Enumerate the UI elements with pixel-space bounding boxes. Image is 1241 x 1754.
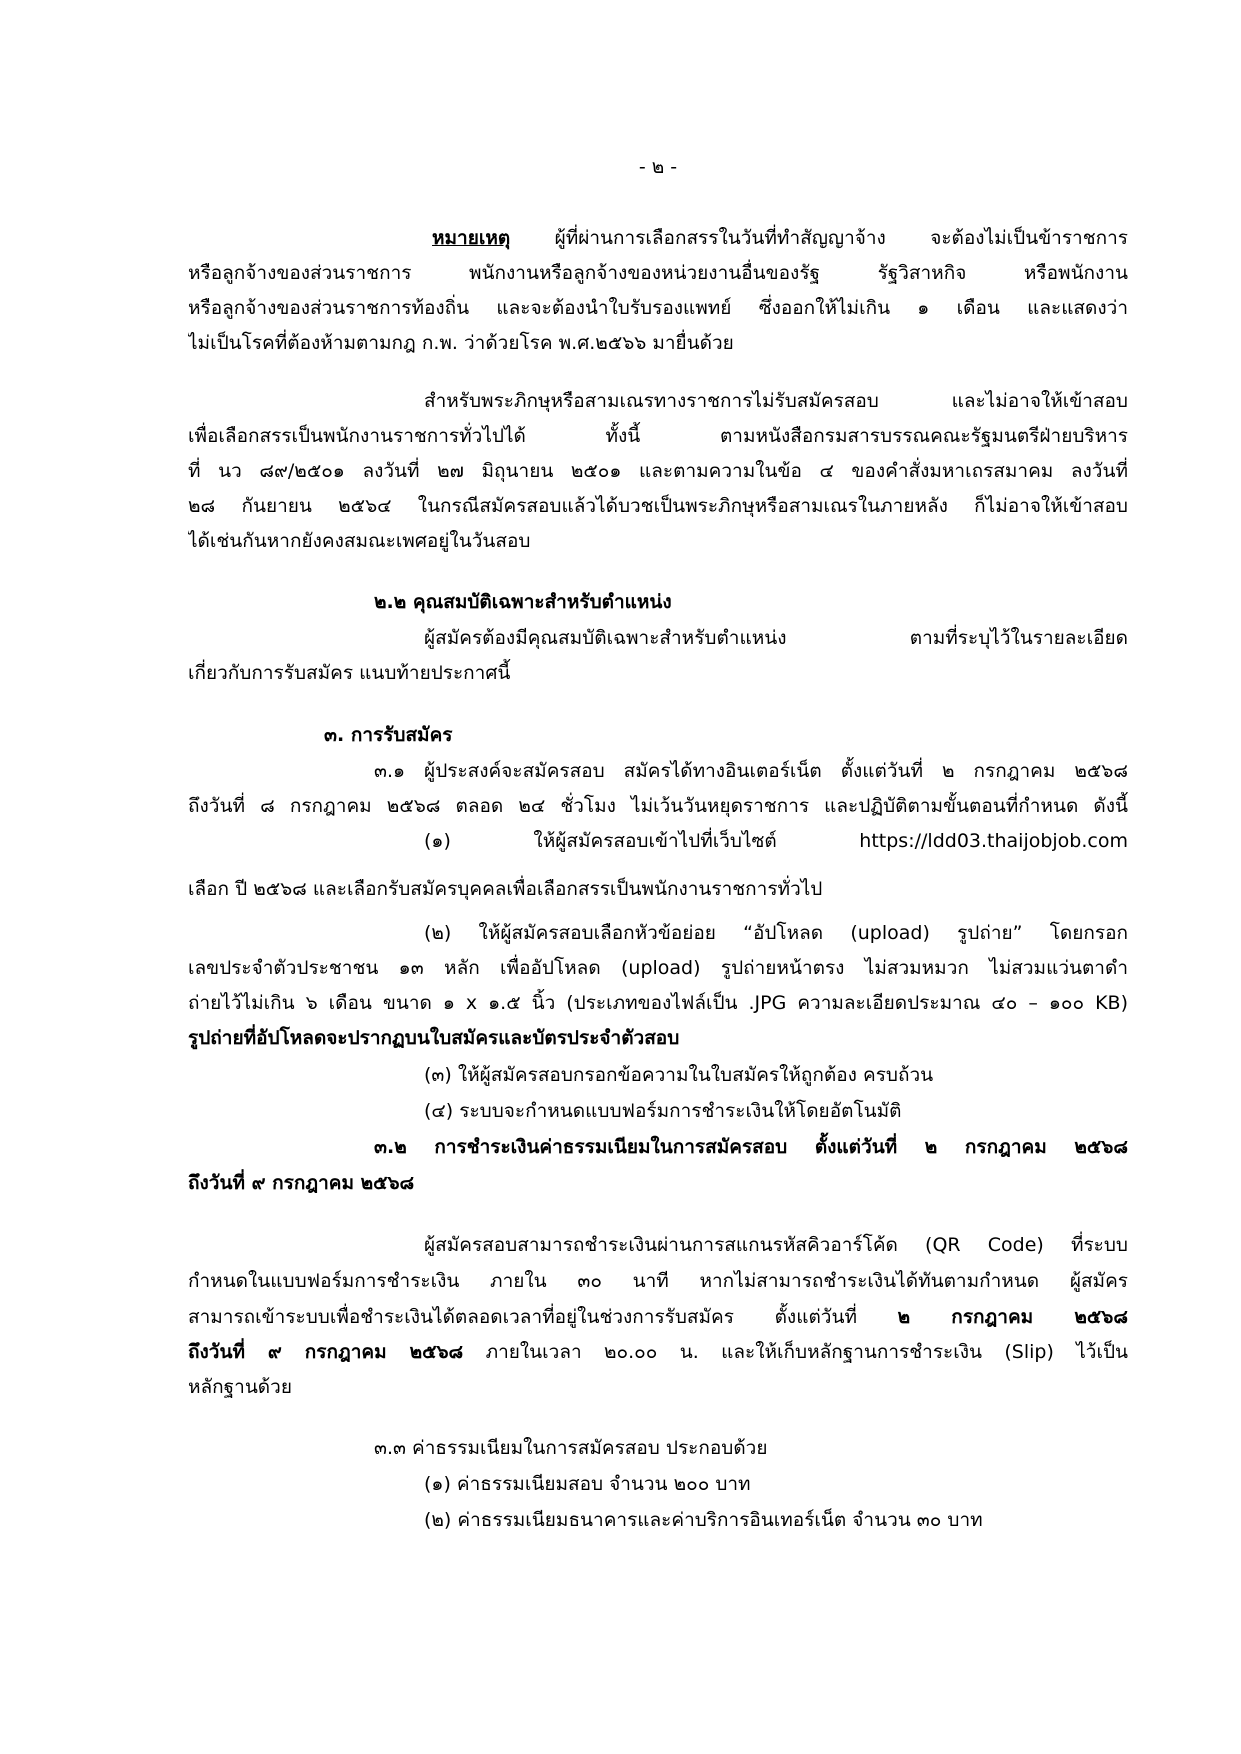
section-2-2-line-1: ผู้สมัครต้องมีคุณสมบัติเฉพาะสำหรับตำแหน่ง ตามที่ระบุไว้ในรายละเอียด [424,627,1128,649]
note-text: ผู้ที่ผ่านการเลือกสรรในวันที่ทำสัญญาจ้าง จะต้องไม่เป็นข้าราชการ [510,227,1128,249]
section-3-2-line-3-text: สามารถเข้าระบบเพื่อชำระเงินได้ตลอดเวลาที่อยู่ในช่วงการรับสมัคร ตั้งแต่วันที่ [188,1306,898,1328]
monk-line-3: ที่ นว ๘๙/๒๕๐๑ ลงวันที่ ๒๗ มิถุนายน ๒๕๐๑ และตามความในข้อ ๔ ของคำสั่งมหาเถรสมาคม ลงวันที่ [188,460,1128,482]
section-3-2-line-5: หลักฐานด้วย [188,1376,292,1398]
section-3-1-line-1: ๓.๑ ผู้ประสงค์จะสมัครสอบ สมัครได้ทางอินเตอร์เน็ต ตั้งแต่วันที่ ๒ กรกฎาคม ๒๕๖๘ [374,760,1128,782]
section-3-2-heading-line-1: ๓.๒ การชำระเงินค่าธรรมเนียมในการสมัครสอบ ตั้งแต่วันที่ ๒ กรกฎาคม ๒๕๖๘ [374,1136,1128,1158]
section-2-2-heading: ๒.๒ คุณสมบัติเฉพาะสำหรับตำแหน่ง [374,591,672,613]
note-line-2: หรือลูกจ้างของส่วนราชการ พนักงานหรือลูกจ้างของหน่วยงานอื่นของรัฐ รัฐวิสาหกิจ หรือพนักงาน [188,262,1128,284]
note-line-4: ไม่เป็นโรคที่ต้องห้ามตามกฎ ก.พ. ว่าด้วยโรค พ.ศ.๒๕๖๖ มายื่นด้วย [188,332,734,354]
section-3-1-line-2: ถึงวันที่ ๘ กรกฎาคม ๒๕๖๘ ตลอด ๒๔ ชั่วโมง ไม่เว้นวันหยุดราชการ และปฏิบัติตามขั้นตอนที่กำหนด ดังนี้ [188,795,1128,817]
section-3-1-item-4: (๔) ระบบจะกำหนดแบบฟอร์มการชำระเงินให้โดยอัตโนมัติ [424,1100,902,1122]
note-label: หมายเหตุ [432,227,511,249]
section-3-1-item-2-line-4: รูปถ่ายที่อัปโหลดจะปรากฏบนใบสมัครและบัตรประจำตัวสอบ [188,1027,680,1049]
section-3-1-item-1-line-2: เลือก ปี ๒๕๖๘ และเลือกรับสมัครบุคคลเพื่อเลือกสรรเป็นพนักงานราชการทั่วไป [188,878,823,900]
section-3-2-line-4 [188,1335,1128,1369]
section-3-1-item-2-line-2: เลขประจำตัวประชาชน ๑๓ หลัก เพื่ออัปโหลด (upload) รูปถ่ายหน้าตรง ไม่สวมหมวก ไม่สวมแว่นตาดำ [188,957,1128,979]
section-3-1-item-1-line-1: (๑) ให้ผู้สมัครสอบเข้าไปที่เว็บไซต์ https://ldd03.thaijobjob.com [424,830,1128,852]
section-3-2-line-4-text: ภายในเวลา ๒๐.๐๐ น. และให้เก็บหลักฐานการชำระเงิน (Slip) ไว้เป็น [463,1341,1128,1363]
monk-line-2: เพื่อเลือกสรรเป็นพนักงานราชการทั่วไปได้ ทั้งนี้ ตามหนังสือกรมสารบรรณคณะรัฐมนตรีฝ่ายบริหาร [188,425,1128,447]
section-3-1-item-2-line-3: ถ่ายไว้ไม่เกิน ๖ เดือน ขนาด ๑ x ๑.๕ นิ้ว (ประเภทของไฟล์เป็น .JPG ความละเอียดประมาณ ๔๐ – ๑๐๐ KB) [188,992,1128,1014]
section-2-2-line-2: เกี่ยวกับการรับสมัคร แนบท้ายประกาศนี้ [188,662,511,684]
section-3-2-line-3 [188,1300,1128,1334]
section-3-2-start-date: ๒ กรกฎาคม ๒๕๖๘ [897,1306,1128,1328]
section-3-1-item-2-line-1: (๒) ให้ผู้สมัครสอบเลือกหัวข้อย่อย “อัปโหลด (upload) รูปถ่าย” โดยกรอก [424,922,1128,944]
monk-line-1: สำหรับพระภิกษุหรือสามเณรทางราชการไม่รับสมัครสอบ และไม่อาจให้เข้าสอบ [424,390,1128,412]
section-3-3-item-1: (๑) ค่าธรรมเนียมสอบ จำนวน ๒๐๐ บาท [424,1473,751,1495]
section-3-2-end-date: ถึงวันที่ ๙ กรกฎาคม ๒๕๖๘ [188,1341,464,1363]
section-3-1-item-3: (๓) ให้ผู้สมัครสอบกรอกข้อความในใบสมัครให้ถูกต้อง ครบถ้วน [424,1064,934,1086]
note-line-3: หรือลูกจ้างของส่วนราชการท้องถิ่น และจะต้องนำใบรับรองแพทย์ ซึ่งออกให้ไม่เกิน ๑ เดือน และแสดงว่า [188,297,1128,319]
section-3-2-heading-line-2: ถึงวันที่ ๙ กรกฎาคม ๒๕๖๘ [188,1172,415,1194]
section-3-2-line-2: กำหนดในแบบฟอร์มการชำระเงิน ภายใน ๓๐ นาที หากไม่สามารถชำระเงินได้ทันตามกำหนด ผู้สมัคร [188,1270,1128,1292]
page-number: - ๒ - [638,156,678,178]
section-3-heading: ๓. การรับสมัคร [324,724,453,746]
section-3-2-line-1: ผู้สมัครสอบสามารถชำระเงินผ่านการสแกนรหัสคิวอาร์โค้ด (QR Code) ที่ระบบ [424,1234,1128,1256]
monk-line-4: ๒๘ กันยายน ๒๕๖๔ ในกรณีสมัครสอบแล้วได้บวชเป็นพระภิกษุหรือสามเณรในภายหลัง ก็ไม่อาจให้เข้าสอบ [188,495,1128,517]
section-3-3-heading: ๓.๓ ค่าธรรมเนียมในการสมัครสอบ ประกอบด้วย [374,1437,768,1459]
note-line-1 [432,221,1128,255]
monk-line-5: ได้เช่นกันหากยังคงสมณะเพศอยู่ในวันสอบ [188,530,531,552]
section-3-3-item-2: (๒) ค่าธรรมเนียมธนาคารและค่าบริการอินเทอร์เน็ต จำนวน ๓๐ บาท [424,1509,983,1531]
